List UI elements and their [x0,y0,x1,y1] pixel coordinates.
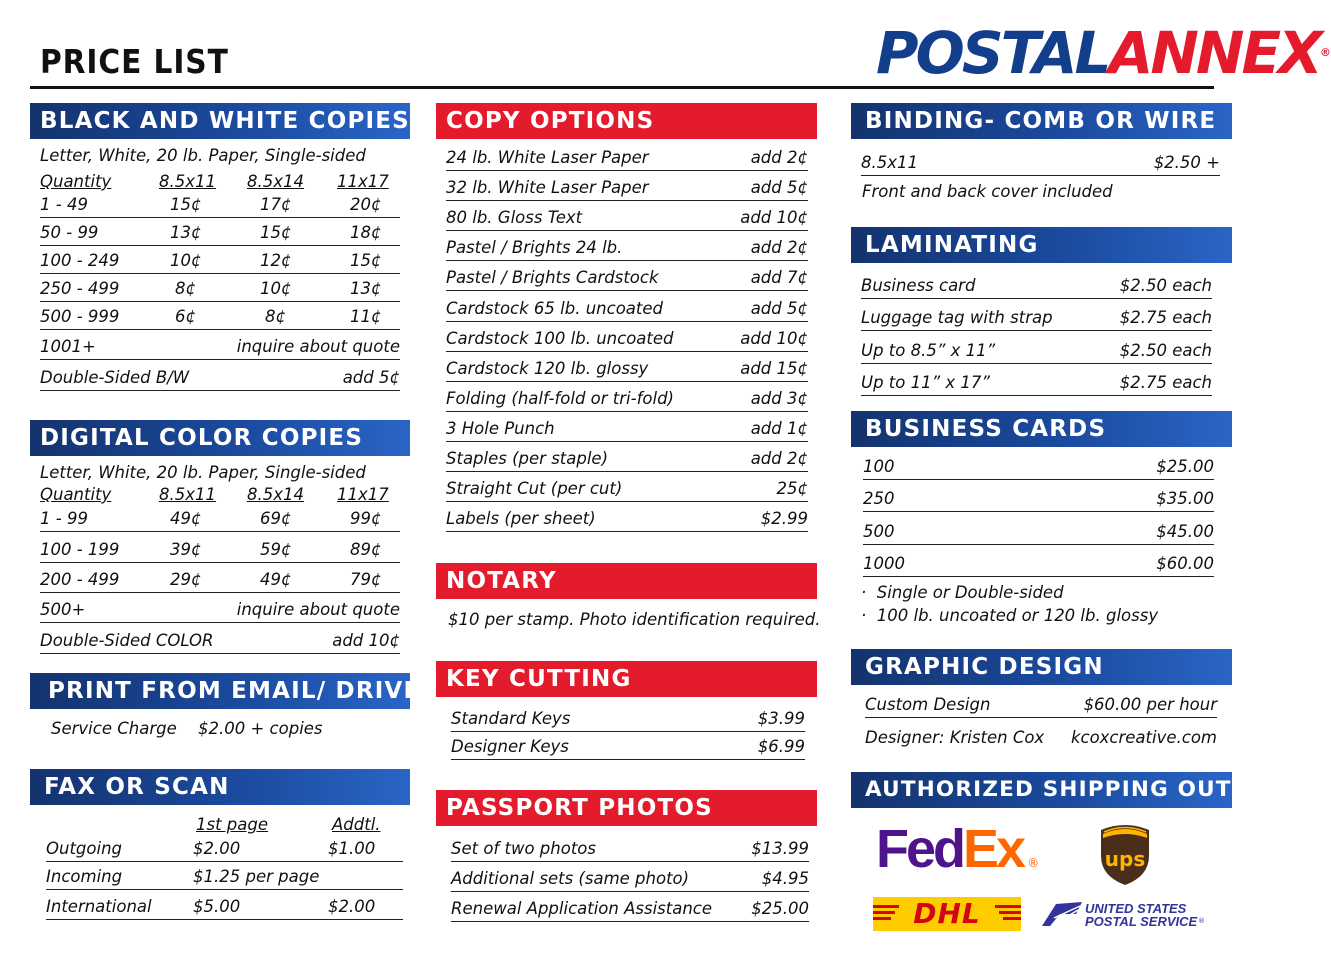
card-quantity: 100 [863,456,895,476]
table-row [451,892,809,922]
price: $2.75 each [1119,308,1212,327]
price: 8¢ [175,279,196,298]
price: 99¢ [350,509,382,528]
table-row [40,593,400,623]
option-price: add 1¢ [750,418,808,438]
business-cards-bullet: · Single or Double-sided [861,583,1064,602]
table-row [40,532,400,563]
price: 69¢ [260,509,292,528]
color-copies-subtitle: Letter, White, 20 lb. Paper, Single-sided [40,463,366,482]
option-price: add 5¢ [750,178,808,198]
list-item [863,480,1214,513]
designer-name: Designer: Kristen Cox [865,728,1045,747]
fax-type: Outgoing [46,839,122,858]
price: inquire about quote [236,600,400,619]
price: 59¢ [260,540,292,559]
usps-text-line1: UNITED STATES [1085,901,1187,916]
price: $60.00 [1156,554,1214,573]
color-copies-header: DIGITAL COLOR COPIES [30,420,410,456]
table-row [40,360,400,391]
price: 49¢ [260,570,292,589]
price: 18¢ [350,223,382,242]
table-row [40,330,400,360]
price: $3.99 [757,709,805,728]
color-col-8x14: 8.5x14 [247,485,305,504]
price: 17¢ [260,195,292,214]
price: 13¢ [350,279,382,298]
usps-eagle-icon [1040,900,1084,928]
price: $25.00 [751,899,809,918]
option-label: Pastel / Brights Cardstock [446,268,659,288]
table-row [861,146,1220,176]
service-label: Standard Keys [451,709,571,728]
list-item [446,412,808,442]
dhl-logo [873,897,1021,931]
price: 13¢ [170,223,202,242]
fedex-registered-mark: ® [1027,855,1040,870]
table-row [46,862,403,890]
bw-col-8x14: 8.5x14 [247,172,305,191]
usps-text-line2: POSTAL SERVICE [1085,914,1198,929]
postal-annex-logo [876,18,1331,88]
print-email-header: PRINT FROM EMAIL/ DRIVE [30,673,410,709]
fedex-text-ex: Ex [963,819,1024,879]
price: 39¢ [170,540,202,559]
service-label: Designer Keys [451,737,569,756]
list-item [446,442,808,472]
price: 12¢ [260,251,292,270]
option-price: add 15¢ [740,358,808,378]
business-cards-list [863,447,1214,577]
ups-shield-icon [1098,822,1152,886]
qty: 500 - 999 [40,307,120,326]
table-row [40,506,400,532]
fax-type: Incoming [46,867,123,886]
price: 10¢ [260,279,292,298]
table-row [40,623,400,654]
price: 10¢ [170,251,202,270]
option-price: add 2¢ [750,148,808,168]
list-item [446,171,808,201]
qty: 1 - 49 [40,195,88,214]
service-label: 8.5x11 [861,153,919,172]
laminating-header: LAMINATING [851,227,1232,263]
price: $45.00 [1156,521,1214,541]
qty: Double-Sided COLOR [40,631,214,650]
service-label: Up to 11” x 17” [861,373,990,392]
price: $2.75 each [1119,373,1212,392]
price: 15¢ [350,251,382,270]
price: $35.00 [1156,489,1214,508]
qty: 50 - 99 [40,223,99,242]
price: $2.50 each [1119,275,1212,295]
option-price: $2.99 [760,509,808,529]
binding-header: BINDING- COMB OR WIRE [851,103,1232,139]
price: 8¢ [265,307,286,326]
qty: 1 - 99 [40,509,88,528]
option-label: 80 lb. Gloss Text [446,208,583,228]
ups-text: ups [1104,847,1146,871]
list-item [446,231,808,261]
list-item [446,201,808,231]
price: add 10¢ [332,631,400,650]
fax-scan-header: FAX OR SCAN [30,769,410,805]
service-charge-value: $2.00 + copies [198,719,323,738]
price: 29¢ [170,570,202,589]
price: $4.95 [761,869,809,888]
price: 89¢ [350,540,382,559]
price: $1.00 [328,839,376,858]
price: $60.00 per hour [1083,695,1217,714]
table-row [865,686,1217,718]
service-label: Luggage tag with strap [861,308,1053,327]
service-charge-label: Service Charge [51,719,177,738]
option-price: add 2¢ [750,238,808,258]
price: 6¢ [175,307,196,326]
table-row [40,192,400,218]
table-row [451,862,809,892]
option-price: add 10¢ [740,208,808,228]
list-item [861,266,1212,299]
table-row [451,703,805,732]
option-label: Folding (half-fold or tri-fold) [446,388,674,408]
table-row [46,834,403,862]
color-col-8x11: 8.5x11 [159,485,217,504]
price: $1.25 per page [193,867,320,886]
card-quantity: 250 [863,489,895,508]
price: $2.00 [328,897,376,916]
table-row [451,832,809,862]
list-item [863,447,1214,480]
list-item [446,472,808,502]
service-label: Business card [861,275,976,295]
list-item [446,261,808,291]
binding-note: Front and back cover included [862,182,1113,201]
list-item [863,512,1214,545]
option-label: 32 lb. White Laser Paper [446,178,649,198]
bullet-text: 100 lb. uncoated or 120 lb. glossy [876,606,1159,625]
fedex-text-fed: Fed [876,819,964,879]
price: 11¢ [350,307,382,326]
service-label: Renewal Application Assistance [451,899,713,918]
logo-part-annex: ANNEX [1108,19,1320,87]
table-row [40,274,400,302]
service-label: Set of two photos [451,839,596,858]
passport-header: PASSPORT PHOTOS [436,790,817,826]
option-label: Cardstock 100 lb. uncoated [446,328,674,348]
business-cards-header: BUSINESS CARDS [851,411,1232,447]
table-row [451,732,805,760]
shipping-header: AUTHORIZED SHIPPING OUTLET [851,772,1232,808]
table-row [46,890,403,920]
logo-registered-mark: ® [1319,46,1331,59]
option-price: add 10¢ [740,328,808,348]
bw-copies-header: BLACK AND WHITE COPIES [30,103,410,139]
list-item [446,352,808,382]
option-price: add 5¢ [750,298,808,318]
key-cutting-header: KEY CUTTING [436,661,817,697]
bullet-text: Single or Double-sided [876,583,1064,602]
list-item [861,364,1212,397]
dhl-text: DHL [913,897,981,930]
usps-registered-mark: ® [1198,917,1205,925]
price: $6.99 [757,737,805,756]
price: $2.00 [193,839,241,858]
list-item [446,141,808,171]
list-item [446,502,808,532]
card-quantity: 500 [863,521,895,541]
laminating-list [861,266,1212,396]
option-label: 3 Hole Punch [446,418,555,438]
table-row [40,563,400,593]
list-item [863,545,1214,578]
logo-part-postal: POSTAL [876,19,1109,87]
notary-text: $10 per stamp. Photo identification required. [448,610,821,629]
bw-col-11x17: 11x17 [337,172,389,191]
qty: 100 - 199 [40,540,120,559]
copy-options-header: COPY OPTIONS [436,103,817,139]
copy-options-list [446,141,808,532]
list-item [861,331,1212,364]
list-item [446,382,808,412]
qty: 500+ [40,600,86,619]
price: $13.99 [751,839,809,858]
option-price: add 2¢ [750,449,808,469]
qty: Double-Sided B/W [40,368,190,387]
qty: 100 - 249 [40,251,120,270]
page-title: PRICE LIST [40,42,229,81]
option-label: Pastel / Brights 24 lb. [446,238,623,258]
table-row [40,218,400,246]
list-item [446,322,808,352]
bw-col-quantity: Quantity [40,172,112,191]
price: 79¢ [350,570,382,589]
qty: 250 - 499 [40,279,120,298]
designer-website: kcoxcreative.com [1070,728,1217,747]
color-col-11x17: 11x17 [337,485,389,504]
option-label: Straight Cut (per cut) [446,479,623,499]
card-quantity: 1000 [863,554,905,573]
price: 15¢ [170,195,202,214]
fax-col-additional: Addtl. [332,815,381,834]
table-row [40,302,400,330]
service-label: Additional sets (same photo) [451,869,690,888]
bw-col-8x11: 8.5x11 [159,172,217,191]
qty: 200 - 499 [40,570,120,589]
option-label: Cardstock 65 lb. uncoated [446,298,663,318]
fedex-logo [876,818,1039,880]
option-price: add 7¢ [750,268,808,288]
list-item [446,291,808,321]
option-label: Staples (per staple) [446,449,609,469]
price: $2.50 + [1153,153,1220,172]
table-row [40,246,400,274]
list-item [861,299,1212,332]
fax-col-first-page: 1st page [196,815,269,834]
business-cards-bullet: · 100 lb. uncoated or 120 lb. glossy [861,606,1159,625]
price: 20¢ [350,195,382,214]
fax-type: International [46,897,152,916]
service-label: Up to 8.5” x 11” [861,340,996,360]
option-label: Labels (per sheet) [446,509,596,529]
bw-copies-subtitle: Letter, White, 20 lb. Paper, Single-sided [40,146,366,165]
option-price: 25¢ [776,479,808,499]
notary-header: NOTARY [436,563,817,599]
table-row [865,720,1217,750]
price: $5.00 [193,897,241,916]
price: $2.50 each [1119,340,1212,360]
color-col-quantity: Quantity [40,485,112,504]
option-label: Cardstock 120 lb. glossy [446,358,649,378]
graphic-design-header: GRAPHIC DESIGN [851,649,1232,685]
price: inquire about quote [236,337,400,356]
service-label: Custom Design [865,695,991,714]
price: add 5¢ [342,368,400,387]
qty: 1001+ [40,337,96,356]
price: $25.00 [1156,456,1214,476]
price: 15¢ [260,223,292,242]
option-label: 24 lb. White Laser Paper [446,148,649,168]
price: 49¢ [170,509,202,528]
option-price: add 3¢ [750,388,808,408]
